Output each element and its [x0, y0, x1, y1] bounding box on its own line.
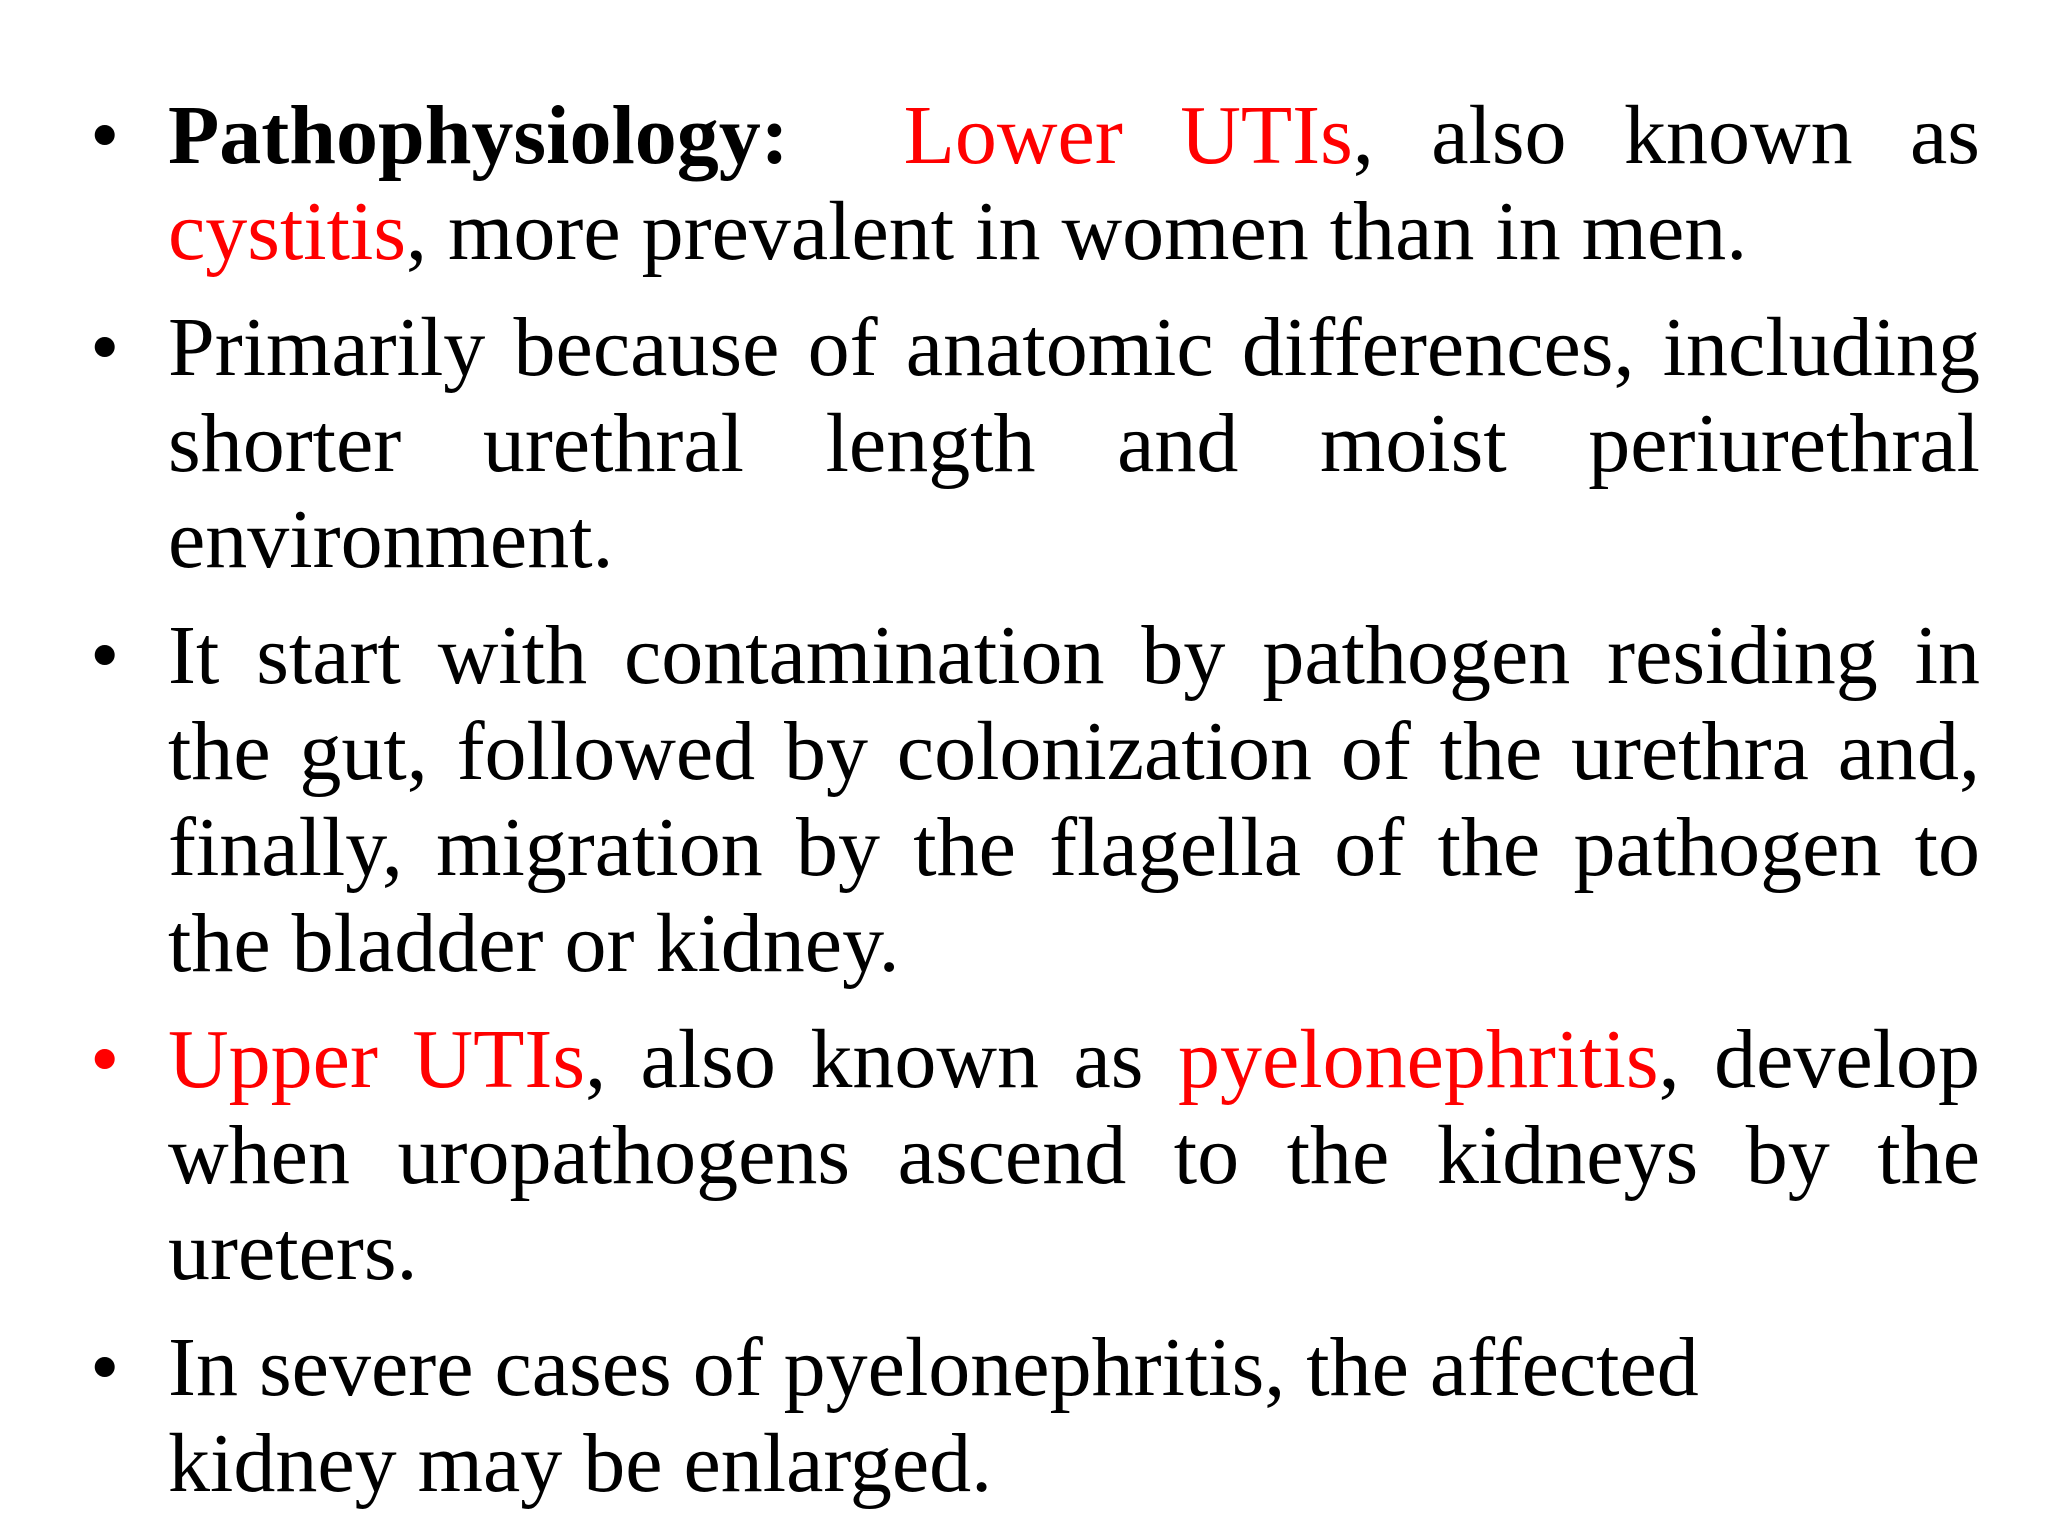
bullet-text: It start with contamination by pathogen residing in the gut, followed by colonization of the urethra and, finally, migration by the flagella of the pathogen to the bladder or kidney. [168, 609, 1980, 990]
term-upper-utis: Upper UTIs [168, 1013, 586, 1106]
bullet-upper-utis [84, 1012, 1980, 1300]
bullet-list [84, 88, 1980, 1532]
bullet-dot-icon: • [90, 301, 120, 394]
bullet-pathophysiology [84, 88, 1980, 280]
bullet-text: , also known as [1352, 89, 1980, 182]
bullet-label: Pathophysiology: [168, 89, 789, 182]
bullet-anatomic-differences [84, 300, 1980, 588]
bullet-text: , develop when uropathogens ascend to the kidneys by the ureters. [168, 1013, 1980, 1298]
bullet-text: In severe cases of pyelonephritis, the affected kidney may be enlarged. [168, 1321, 1699, 1510]
bullet-severe-cases [84, 1320, 1980, 1512]
term-lower-utis: Lower UTIs [903, 89, 1353, 182]
bullet-dot-icon: • [90, 609, 120, 702]
bullet-contamination [84, 608, 1980, 992]
bullet-text: Primarily because of anatomic differences, including shorter urethral length and moist periurethral environment. [168, 301, 1980, 586]
bullet-dot-icon: • [90, 89, 120, 182]
bullet-text: , also known as [585, 1013, 1178, 1106]
bullet-dot-icon: • [90, 1013, 120, 1106]
bullet-text: , more prevalent in women than in men. [406, 185, 1748, 278]
term-cystitis: cystitis [168, 185, 407, 278]
term-pyelonephritis: pyelonephritis [1178, 1013, 1659, 1106]
bullet-dot-icon: • [90, 1321, 120, 1414]
